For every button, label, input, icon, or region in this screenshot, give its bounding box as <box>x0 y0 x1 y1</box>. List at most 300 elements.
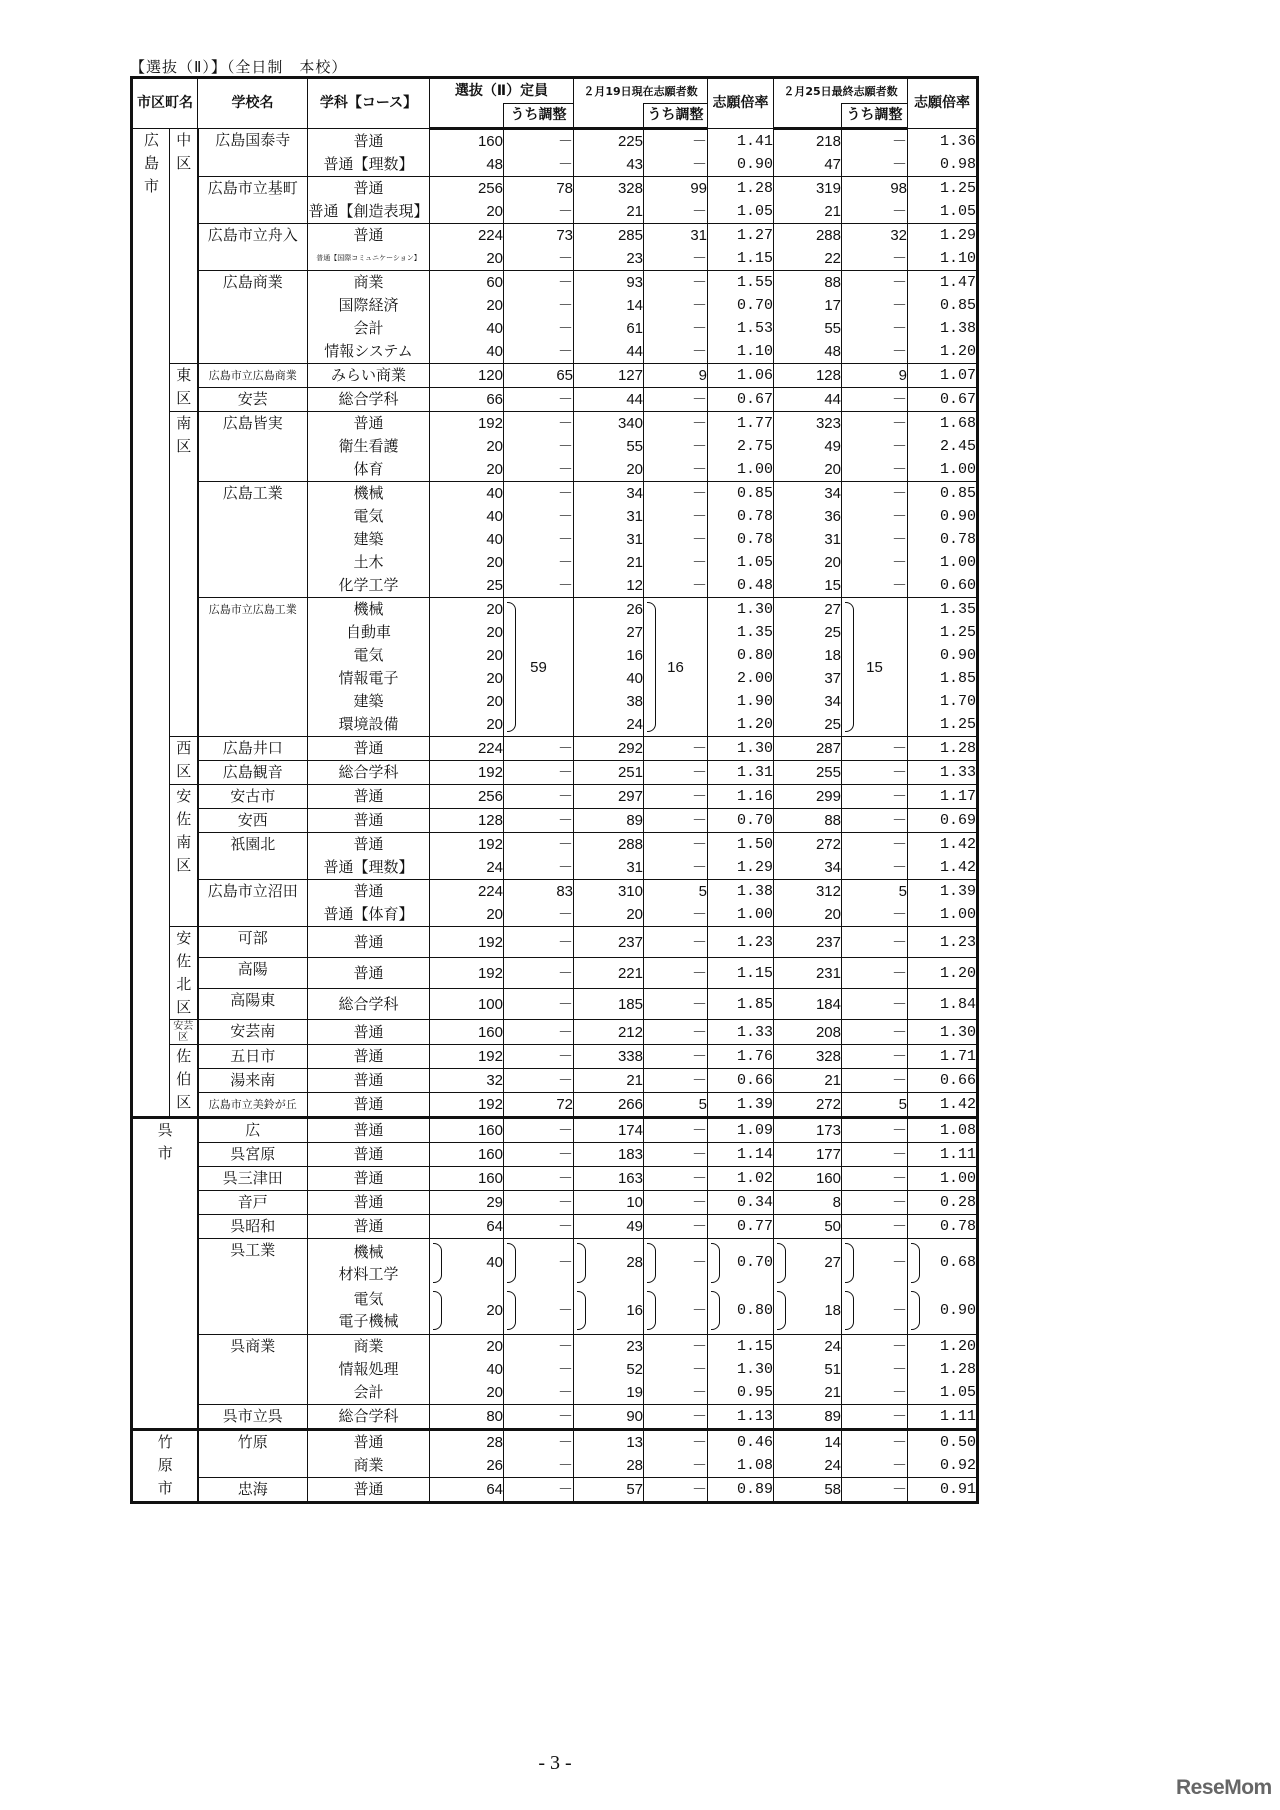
feb25-adjust: － <box>842 1335 908 1359</box>
capacity: 20 <box>430 621 504 644</box>
applicants-feb25: 50 <box>774 1215 842 1239</box>
course-name: 普通 <box>308 1430 430 1455</box>
applicants-feb25: 55 <box>774 317 842 340</box>
applicants-feb25: 21 <box>774 1381 842 1405</box>
ratio-feb25: 0.78 <box>939 531 976 548</box>
course-name: 普通 <box>308 1215 430 1239</box>
capacity-adjust: － <box>504 435 574 458</box>
capacity: 40 <box>430 1239 504 1287</box>
ratio-feb19: 1.85 <box>708 989 774 1020</box>
course-name: 体育 <box>308 458 430 482</box>
applicants-feb25: 49 <box>774 435 842 458</box>
school-name: 安芸 <box>198 388 308 412</box>
ratio-feb19: 0.95 <box>708 1381 774 1405</box>
ratio-feb19: 1.10 <box>708 340 774 364</box>
applicants-feb19: 19 <box>574 1381 644 1405</box>
table-row <box>132 224 978 248</box>
course-name: 衛生看護 <box>308 435 430 458</box>
ratio-feb25: 0.85 <box>908 482 978 506</box>
capacity: 20 <box>430 247 504 271</box>
capacity: 40 <box>430 482 504 506</box>
ratio-feb19: 1.09 <box>708 1118 774 1143</box>
feb19-adjust: － <box>644 761 708 785</box>
ward-cell: 安佐南区 <box>170 785 198 927</box>
capacity: 20 <box>430 667 504 690</box>
header-feb25-adjust: うち調整 <box>842 104 908 129</box>
school-name: 安古市 <box>198 785 308 809</box>
applicants-feb19: 21 <box>574 200 644 224</box>
course-name: 機械 <box>308 598 430 622</box>
ratio-feb19: 1.14 <box>708 1143 774 1167</box>
applicants-feb19: 31 <box>574 505 644 528</box>
course-name: 普通【国際コミュニケーション】 <box>308 247 430 271</box>
applicants-feb19: 183 <box>574 1143 644 1167</box>
feb25-adjust: － <box>842 551 908 574</box>
ratio-feb19: 1.77 <box>708 412 774 436</box>
applicants-feb25: 37 <box>774 667 842 690</box>
ratio-feb25: 0.60 <box>939 577 976 594</box>
school-name: 広島市立沼田 <box>198 880 308 927</box>
ratio-feb19: 0.70 <box>708 294 774 317</box>
school-name: 広島皆実 <box>198 412 308 482</box>
capacity: 80 <box>430 1405 504 1430</box>
school-name: 湯来南 <box>198 1069 308 1093</box>
resemom-logo: ReseMom <box>1176 1776 1272 1799</box>
capacity: 24 <box>430 856 504 880</box>
capacity-adjust: － <box>504 1143 574 1167</box>
feb25-adjust: － <box>842 340 908 364</box>
feb19-adjust: － <box>644 200 708 224</box>
capacity: 20 <box>430 294 504 317</box>
course-name: 情報処理 <box>308 1358 430 1381</box>
ratio-feb19: 1.29 <box>708 856 774 880</box>
applicants-feb19: 52 <box>574 1358 644 1381</box>
school-name: 広島市立舟入 <box>198 224 308 271</box>
header-feb19: ２月19日現在志願者数 <box>574 78 708 104</box>
capacity-adjust: － <box>504 153 574 177</box>
capacity: 40 <box>430 528 504 551</box>
ratio-feb25: 1.23 <box>908 927 978 958</box>
feb25-adjust: － <box>842 1430 908 1455</box>
applicants-feb25: 21 <box>774 1069 842 1093</box>
capacity-adjust: － <box>504 1430 574 1455</box>
applicants-feb19: 44 <box>574 388 644 412</box>
capacity-adjust: － <box>504 856 574 880</box>
table-row <box>132 880 978 904</box>
capacity: 20 <box>430 903 504 927</box>
feb19-adjust: － <box>644 294 708 317</box>
course-name: 普通 <box>308 1143 430 1167</box>
ratio-feb19: 1.00 <box>708 903 774 927</box>
applicants-feb19: 89 <box>574 809 644 833</box>
capacity: 64 <box>430 1215 504 1239</box>
applicants-feb25: 22 <box>774 247 842 271</box>
capacity: 256 <box>430 177 504 201</box>
ratio-feb19: 0.90 <box>708 153 774 177</box>
feb25-adjust: － <box>842 1405 908 1430</box>
capacity: 40 <box>430 317 504 340</box>
school-name: 高陽東 <box>198 989 308 1020</box>
applicants-feb19: 31 <box>574 856 644 880</box>
course-name: 情報システム <box>308 340 430 364</box>
feb25-adjust: 9 <box>842 364 908 388</box>
feb25-adjust: － <box>842 435 908 458</box>
capacity: 224 <box>430 880 504 904</box>
feb25-adjust: － <box>842 129 908 154</box>
feb25-adjust-merged: 15 <box>842 598 908 737</box>
school-name: 広島井口 <box>198 737 308 761</box>
ratio-feb25: 1.28 <box>939 1361 976 1378</box>
applicants-feb25: 88 <box>774 271 842 295</box>
capacity-adjust: － <box>504 1167 574 1191</box>
applicants-feb19: 55 <box>574 435 644 458</box>
feb25-adjust: － <box>842 1454 908 1478</box>
applicants-feb25: 177 <box>774 1143 842 1167</box>
capacity-adjust: － <box>504 200 574 224</box>
capacity-adjust: － <box>504 388 574 412</box>
ward-cell: 安佐北区 <box>170 927 198 1020</box>
applicants-feb19: 31 <box>574 528 644 551</box>
capacity-adjust: － <box>504 247 574 271</box>
course-name: 普通 <box>308 1191 430 1215</box>
course-name: 普通 <box>308 958 430 989</box>
course-name: 普通 <box>308 1093 430 1118</box>
course-name: 建築 <box>308 528 430 551</box>
school-name: 忠海 <box>198 1478 308 1503</box>
course-name: 普通【理数】 <box>308 856 430 880</box>
course-name: 普通【理数】 <box>308 153 430 177</box>
ratio-feb25: 1.38 <box>939 320 976 337</box>
applicants-feb25: 36 <box>774 505 842 528</box>
feb19-adjust: － <box>644 1191 708 1215</box>
feb25-adjust: － <box>842 903 908 927</box>
ratio-feb19: 1.30 <box>708 1358 774 1381</box>
ratio-feb19: 1.16 <box>708 785 774 809</box>
feb19-adjust: － <box>644 551 708 574</box>
ratio-feb25: 1.25 <box>908 177 978 201</box>
ward-cell: 東区 <box>170 364 198 412</box>
feb19-adjust: － <box>644 1454 708 1478</box>
applicants-feb25: 34 <box>774 856 842 880</box>
ratio-feb25: 0.50 <box>908 1430 978 1455</box>
course-name: みらい商業 <box>308 364 430 388</box>
feb19-adjust: － <box>644 1069 708 1093</box>
capacity-adjust: 72 <box>504 1093 574 1118</box>
course-name: 電気 <box>308 644 430 667</box>
school-name: 呉宮原 <box>198 1143 308 1167</box>
feb19-adjust: － <box>644 1358 708 1381</box>
ratio-feb19: 1.53 <box>708 317 774 340</box>
capacity-adjust: － <box>504 458 574 482</box>
ratio-feb19: 1.31 <box>708 761 774 785</box>
applicants-feb19: 43 <box>574 153 644 177</box>
ratio-feb25: 0.90 <box>939 647 976 664</box>
table-row <box>132 1118 978 1143</box>
table-row <box>132 958 978 989</box>
capacity-adjust: － <box>504 294 574 317</box>
applicants-feb19: 185 <box>574 989 644 1020</box>
table-row <box>132 785 978 809</box>
ratio-feb25: 0.90 <box>908 1287 978 1335</box>
feb19-adjust: － <box>644 833 708 857</box>
applicants-feb19: 20 <box>574 903 644 927</box>
table-row <box>132 1405 978 1430</box>
feb25-adjust: － <box>842 574 908 598</box>
ratio-feb25: 0.91 <box>908 1478 978 1503</box>
ward-cell: 南区 <box>170 412 198 737</box>
capacity-adjust: － <box>504 1118 574 1143</box>
applicants-feb25: 15 <box>774 574 842 598</box>
feb25-adjust: － <box>842 412 908 436</box>
capacity-adjust: － <box>504 271 574 295</box>
capacity: 20 <box>430 200 504 224</box>
feb25-adjust: － <box>842 1167 908 1191</box>
feb19-adjust: － <box>644 785 708 809</box>
ratio-feb19: 0.70 <box>708 1239 774 1287</box>
capacity-adjust: － <box>504 1191 574 1215</box>
capacity: 48 <box>430 153 504 177</box>
feb25-adjust: 98 <box>842 177 908 201</box>
applicants-feb25: 312 <box>774 880 842 904</box>
capacity: 20 <box>430 1381 504 1405</box>
applicant-ratio-table <box>130 76 979 1504</box>
ratio-feb19: 2.00 <box>708 667 774 690</box>
ratio-feb19: 0.66 <box>708 1069 774 1093</box>
course-name: 総合学科 <box>308 989 430 1020</box>
ratio-feb19: 0.89 <box>708 1478 774 1503</box>
capacity: 224 <box>430 737 504 761</box>
applicants-feb19: 221 <box>574 958 644 989</box>
feb19-adjust: － <box>644 1430 708 1455</box>
capacity: 64 <box>430 1478 504 1503</box>
table-row <box>132 1478 978 1503</box>
capacity: 20 <box>430 644 504 667</box>
course-name: 普通 <box>308 1069 430 1093</box>
header-area: 市区町名 <box>132 78 198 129</box>
applicants-feb25: 218 <box>774 129 842 154</box>
applicants-feb25: 184 <box>774 989 842 1020</box>
school-name: 広島市立広島商業 <box>198 364 308 388</box>
course-name: 普通 <box>308 737 430 761</box>
ratio-feb19: 0.46 <box>708 1430 774 1455</box>
applicants-feb25: 14 <box>774 1430 842 1455</box>
ratio-feb19: 0.80 <box>708 1287 774 1335</box>
capacity-adjust: － <box>504 551 574 574</box>
capacity: 160 <box>430 1167 504 1191</box>
capacity-adjust: － <box>504 574 574 598</box>
feb19-adjust: － <box>644 1405 708 1430</box>
capacity: 25 <box>430 574 504 598</box>
applicants-feb19: 61 <box>574 317 644 340</box>
feb19-adjust: － <box>644 574 708 598</box>
ratio-feb19: 1.33 <box>708 1020 774 1045</box>
applicants-feb19: 93 <box>574 271 644 295</box>
applicants-feb19: 297 <box>574 785 644 809</box>
applicants-feb25: 323 <box>774 412 842 436</box>
ratio-feb19: 1.39 <box>708 1093 774 1118</box>
ratio-feb19: 0.85 <box>708 482 774 506</box>
ratio-feb25: 1.42 <box>908 833 978 857</box>
feb19-adjust: － <box>644 271 708 295</box>
table-row <box>132 1215 978 1239</box>
feb25-adjust: － <box>842 1069 908 1093</box>
course-name: 普通 <box>308 785 430 809</box>
capacity-adjust: － <box>504 809 574 833</box>
applicants-feb19: 21 <box>574 551 644 574</box>
feb19-adjust: － <box>644 129 708 154</box>
capacity-adjust: － <box>504 1405 574 1430</box>
ratio-feb25: 0.78 <box>908 1215 978 1239</box>
ratio-feb25: 0.98 <box>939 156 976 173</box>
course-name: 機械 材料工学 <box>308 1239 430 1287</box>
feb19-adjust: － <box>644 1287 708 1335</box>
ratio-feb19: 1.20 <box>708 713 774 737</box>
feb19-adjust: 99 <box>644 177 708 201</box>
ratio-feb25: 1.28 <box>908 737 978 761</box>
feb19-adjust: － <box>644 388 708 412</box>
ratio-feb25: 1.47 <box>908 271 978 295</box>
feb19-adjust: － <box>644 482 708 506</box>
applicants-feb25: 328 <box>774 1045 842 1069</box>
course-name: 普通 <box>308 880 430 904</box>
ratio-feb25: 1.00 <box>908 1167 978 1191</box>
course-name: 建築 <box>308 690 430 713</box>
applicants-feb19: 127 <box>574 364 644 388</box>
ratio-feb25: 1.20 <box>908 958 978 989</box>
ratio-feb25: 1.71 <box>908 1045 978 1069</box>
feb25-adjust: － <box>842 927 908 958</box>
applicants-feb19: 90 <box>574 1405 644 1430</box>
feb25-adjust: － <box>842 317 908 340</box>
applicants-feb19: 38 <box>574 690 644 713</box>
table-row <box>132 482 978 506</box>
ratio-feb25: 1.07 <box>908 364 978 388</box>
ratio-feb19: 2.75 <box>708 435 774 458</box>
table-row <box>132 598 978 622</box>
capacity: 256 <box>430 785 504 809</box>
capacity-adjust: － <box>504 989 574 1020</box>
applicants-feb25: 8 <box>774 1191 842 1215</box>
capacity-adjust: － <box>504 1335 574 1359</box>
course-name: 化学工学 <box>308 574 430 598</box>
course-name: 普通【体育】 <box>308 903 430 927</box>
feb19-adjust: － <box>644 1239 708 1287</box>
applicants-feb25: 20 <box>774 458 842 482</box>
ratio-feb19: 0.67 <box>708 388 774 412</box>
course-name: 環境設備 <box>308 713 430 737</box>
ratio-feb25: 1.10 <box>939 250 976 267</box>
course-name: 普通 <box>308 412 430 436</box>
feb25-adjust: － <box>842 294 908 317</box>
ratio-feb25: 1.42 <box>939 859 976 876</box>
course-name: 商業 <box>308 271 430 295</box>
capacity-adjust: － <box>504 833 574 857</box>
feb19-adjust: － <box>644 903 708 927</box>
header-capacity-adjust: うち調整 <box>504 104 574 129</box>
applicants-feb25: 88 <box>774 809 842 833</box>
feb25-adjust: － <box>842 856 908 880</box>
course-name: 普通 <box>308 833 430 857</box>
feb19-adjust: 5 <box>644 1093 708 1118</box>
feb19-adjust: － <box>644 1167 708 1191</box>
feb25-adjust: 5 <box>842 1093 908 1118</box>
capacity: 128 <box>430 809 504 833</box>
ratio-feb19: 1.76 <box>708 1045 774 1069</box>
ratio-feb19: 1.41 <box>708 129 774 154</box>
course-name: 総合学科 <box>308 1405 430 1430</box>
ratio-feb25: 1.35 <box>908 598 978 622</box>
school-name: 広 <box>198 1118 308 1143</box>
capacity-adjust: － <box>504 505 574 528</box>
feb19-adjust: － <box>644 412 708 436</box>
ratio-feb19: 0.78 <box>708 528 774 551</box>
ratio-feb19: 1.38 <box>708 880 774 904</box>
table-row <box>132 1069 978 1093</box>
feb25-adjust: － <box>842 247 908 271</box>
header-rate-feb19: 志願倍率 <box>708 78 774 129</box>
ratio-feb25: 1.70 <box>939 693 976 710</box>
applicants-feb19: 20 <box>574 458 644 482</box>
ratio-feb19: 1.15 <box>708 958 774 989</box>
course-name: 総合学科 <box>308 388 430 412</box>
ratio-feb25: 1.00 <box>939 554 976 571</box>
capacity: 60 <box>430 271 504 295</box>
course-name: 普通 <box>308 1118 430 1143</box>
applicants-feb25: 20 <box>774 903 842 927</box>
capacity-adjust: － <box>504 1045 574 1069</box>
ratio-feb19: 1.30 <box>708 737 774 761</box>
applicants-feb19: 288 <box>574 833 644 857</box>
capacity-adjust: － <box>504 1287 574 1335</box>
feb19-adjust: － <box>644 458 708 482</box>
ratio-feb19: 1.15 <box>708 1335 774 1359</box>
ratio-feb19: 1.28 <box>708 177 774 201</box>
feb25-adjust: － <box>842 1287 908 1335</box>
table-row <box>132 809 978 833</box>
feb25-adjust: － <box>842 505 908 528</box>
applicants-feb19: 14 <box>574 294 644 317</box>
feb19-adjust: － <box>644 856 708 880</box>
applicants-feb19: 16 <box>574 1287 644 1335</box>
capacity: 40 <box>430 340 504 364</box>
capacity: 20 <box>430 551 504 574</box>
feb25-adjust: 32 <box>842 224 908 248</box>
table-row <box>132 364 978 388</box>
school-name: 広島市立広島工業 <box>198 598 308 737</box>
applicants-feb19: 57 <box>574 1478 644 1503</box>
applicants-feb19: 27 <box>574 621 644 644</box>
course-name: 会計 <box>308 317 430 340</box>
applicants-feb25: 288 <box>774 224 842 248</box>
capacity-adjust: 73 <box>504 224 574 248</box>
applicants-feb19: 328 <box>574 177 644 201</box>
applicants-feb25: 34 <box>774 482 842 506</box>
capacity-adjust: － <box>504 317 574 340</box>
ratio-feb25: 1.25 <box>939 716 976 733</box>
applicants-feb19: 16 <box>574 644 644 667</box>
ratio-feb19: 1.50 <box>708 833 774 857</box>
feb25-adjust: － <box>842 785 908 809</box>
applicants-feb19: 28 <box>574 1239 644 1287</box>
feb19-adjust: － <box>644 317 708 340</box>
capacity-adjust: － <box>504 412 574 436</box>
capacity-adjust: － <box>504 737 574 761</box>
feb25-adjust: － <box>842 1143 908 1167</box>
capacity: 40 <box>430 1358 504 1381</box>
capacity: 66 <box>430 388 504 412</box>
table-row <box>132 761 978 785</box>
school-name: 音戸 <box>198 1191 308 1215</box>
